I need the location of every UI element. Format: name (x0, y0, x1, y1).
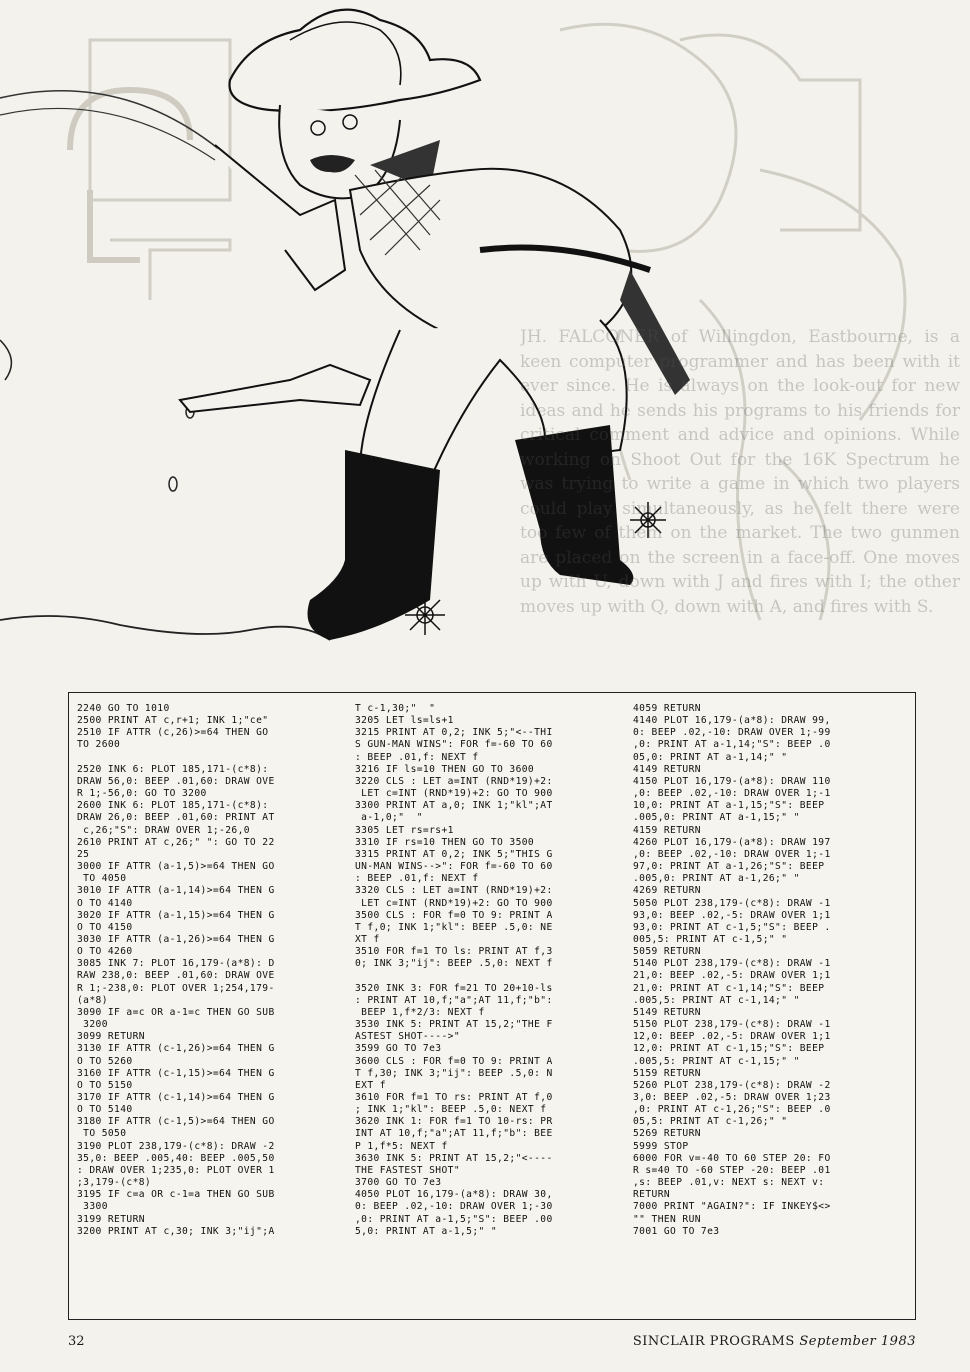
issue-date: September 1983 (799, 1334, 916, 1349)
article-body-text: JH. FALCONER of Willingdon, Eastbourne, is a keen computer programmer and has been with it ever since. He is always on the look-out for new ideas and he sends his programs to his friends for critical comment and advice and opinions. While working on Shoot Out for the 16K Spectrum he was trying to write a game in which two players could play simultaneously, as he felt there were too few of them on the market. The two gunmen are placed on the screen in a face-off. One moves up with U, down with J and fires with I; the other moves up with Q, down with A, and fires with S. (520, 327, 960, 617)
page-footer (68, 1334, 916, 1354)
listing-column-1: 2240 GO TO 1010 2500 PRINT AT c,r+1; INK 1;"ce" 2510 IF ATTR (c,26)>=64 THEN GO TO 2600 2520 INK 6: PLOT 185,171-(c*8): DRAW 56,0: BEEP .01,60: DRAW OVE R 1;-56,0: GO TO 3200 2600 INK 6: PLOT 185,171-(c*8): DRAW 26,0: BEEP .01,60: PRINT AT c,26;"S": DRAW OVER 1;-26,0 2610 PRINT AT c,26;" ": GO TO 22 25 3000 IF ATTR (a-1,5)>=64 THEN GO TO 4050 3010 IF ATTR (a-1,14)>=64 THEN G O TO 4140 3020 IF ATTR (a-1,15)>=64 THEN G O TO 4150 3030 IF ATTR (a-1,26)>=64 THEN G O TO 4260 3085 INK 7: PLOT 16,179-(a*8): D RAW 238,0: BEEP .01,60: DRAW OVE R 1;-238,0: PLOT OVER 1;254,179- (a*8) 3090 IF a=c OR a-1=c THEN GO SUB 3200 3099 RETURN 3130 IF ATTR (c-1,26)>=64 THEN G O TO 5260 3160 IF ATTR (c-1,15)>=64 THEN G O TO 5150 3170 IF ATTR (c-1,14)>=64 THEN G O TO 5140 3180 IF ATTR (c-1,5)>=64 THEN GO TO 5050 3190 PLOT 238,179-(c*8): DRAW -2 35,0: BEEP .005,40: BEEP .005,50 : DRAW OVER 1;235,0: PLOT OVER 1 ;3,179-(c*8) 3195 IF c=a OR c-1=a THEN GO SUB 3300 3199 RETURN 3200 PRINT AT c,30; INK 3;"ij";A (77, 703, 275, 1237)
program-listing (68, 692, 916, 1320)
magazine-credit (633, 1334, 916, 1349)
listing-column-2: T c-1,30;" " 3205 LET ls=ls+1 3215 PRINT AT 0,2; INK 5;"<--THI S GUN-MAN WINS": FOR f=-60 TO 60 : BEEP .01,f: NEXT f 3216 IF ls=10 THEN GO TO 3600 3220 CLS : LET a=INT (RND*19)+2: LET c=INT (RND*19)+2: GO TO 900 3300 PRINT AT a,0; INK 1;"kl";AT a-1,0;" " 3305 LET rs=rs+1 3310 IF rs=10 THEN GO TO 3500 3315 PRINT AT 0,2; INK 5;"THIS G UN-MAN WINS-->": FOR f=-60 TO 60 : BEEP .01,f: NEXT f 3320 CLS : LET a=INT (RND*19)+2: LET c=INT (RND*19)+2: GO TO 900 3500 CLS : FOR f=0 TO 9: PRINT A T f,0; INK 1;"kl": BEEP .5,0: NE XT f 3510 FOR f=1 TO ls: PRINT AT f,3 0; INK 3;"ij": BEEP .5,0: NEXT f 3520 INK 3: FOR f=21 TO 20+10-ls : PRINT AT 10,f;"a";AT 11,f;"b": BEEP 1,f*2/3: NEXT f 3530 INK 5: PRINT AT 15,2;"THE F ASTEST SHOT---->" 3599 GO TO 7e3 3600 CLS : FOR f=0 TO 9: PRINT A T f,30; INK 3;"ij": BEEP .5,0: N EXT f 3610 FOR f=1 TO rs: PRINT AT f,0 ; INK 1;"kl": BEEP .5,0: NEXT f 3620 INK 1: FOR f=1 TO 10-rs: PR INT AT 10,f;"a";AT 11,f;"b": BEE P 1,f*5: NEXT f 3630 INK 5: PRINT AT 15,2;"<---- THE FASTEST SHOT" 3700 GO TO 7e3 4050 PLOT 16,179-(a*8): DRAW 30, 0: BEEP .02,-10: DRAW OVER 1;-30 ,0: PRINT AT a-1,5;"S": BEEP .00 5,0: PRINT AT a-1,5;" " (355, 703, 553, 1237)
listing-column-3: 4059 RETURN 4140 PLOT 16,179-(a*8): DRAW 99, 0: BEEP .02,-10: DRAW OVER 1;-99 ,0: PRINT AT a-1,14;"S": BEEP .0 05,0: PRINT AT a-1,14;" " 4149 RETURN 4150 PLOT 16,179-(a*8): DRAW 110 ,0: BEEP .02,-10: DRAW OVER 1;-1 10,0: PRINT AT a-1,15;"S": BEEP .005,0: PRINT AT a-1,15;" " 4159 RETURN 4260 PLOT 16,179-(a*8): DRAW 197 ,0: BEEP .02,-10: DRAW OVER 1;-1 97,0: PRINT AT a-1,26;"S": BEEP .005,0: PRINT AT a-1,26;" " 4269 RETURN 5050 PLOT 238,179-(c*8): DRAW -1 93,0: BEEP .02,-5: DRAW OVER 1;1 93,0: PRINT AT c-1,5;"S": BEEP . 005,5: PRINT AT c-1,5;" " 5059 RETURN 5140 PLOT 238,179-(c*8): DRAW -1 21,0: BEEP .02,-5: DRAW OVER 1;1 21,0: PRINT AT c-1,14;"S": BEEP .005,5: PRINT AT c-1,14;" " 5149 RETURN 5150 PLOT 238,179-(c*8): DRAW -1 12,0: BEEP .02,-5: DRAW OVER 1;1 12,0: PRINT AT c-1,15;"S": BEEP .005,5: PRINT AT c-1,15;" " 5159 RETURN 5260 PLOT 238,179-(c*8): DRAW -2 3,0: BEEP .02,-5: DRAW OVER 1;23 ,0: PRINT AT c-1,26;"S": BEEP .0 05,5: PRINT AT c-1,26;" " 5269 RETURN 5999 STOP 6000 FOR v=-40 TO 60 STEP 20: FO R s=40 TO -60 STEP -20: BEEP .01 ,s: BEEP .01,v: NEXT s: NEXT v: RETURN 7000 PRINT "AGAIN?": IF INKEY$<> "" THEN RUN 7001 GO TO 7e3 (633, 703, 831, 1237)
page-number: 32 (68, 1334, 85, 1349)
magazine-title: SINCLAIR PROGRAMS (632, 1334, 795, 1349)
